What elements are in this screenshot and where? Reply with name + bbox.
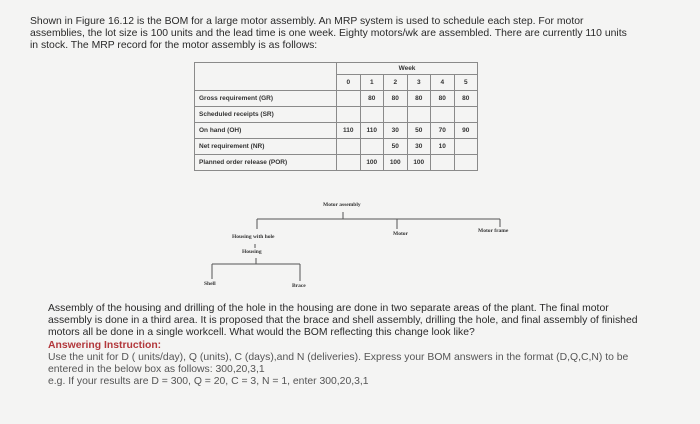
row-label: Scheduled receipts (SR) <box>195 107 337 123</box>
bom-node-brace: Brace <box>292 283 306 289</box>
week-number: 5 <box>454 75 478 91</box>
table-cell: 70 <box>431 123 455 139</box>
week-label: Week <box>337 63 478 75</box>
bom-node-shell: Shell <box>204 281 216 287</box>
table-cell: 90 <box>454 123 478 139</box>
table-cell: 100 <box>384 155 408 171</box>
question-line: motors all be done in a single workcell. What would the BOM reflecting this change look like? <box>48 327 475 339</box>
table-cell: 50 <box>407 123 431 139</box>
week-number: 0 <box>337 75 361 91</box>
question-text <box>48 303 688 388</box>
week-number: 3 <box>407 75 431 91</box>
table-cell: 50 <box>384 139 408 155</box>
bom-node-motor: Motor <box>393 231 408 237</box>
table-cell: 110 <box>337 123 361 139</box>
intro-line: assemblies, the lot size is 100 units and the lead time is one week. Eighty motors/wk are assembled. There are currently 110 units <box>30 28 627 40</box>
instruction-example: e.g. If your results are D = 300, Q = 20, C = 3, N = 1, enter 300,20,3,1 <box>48 376 369 388</box>
table-cell: 110 <box>360 123 384 139</box>
table-cell: 80 <box>407 91 431 107</box>
row-label: On hand (OH) <box>195 123 337 139</box>
instruction-heading: Answering Instruction: <box>48 339 162 351</box>
table-cell: 100 <box>360 155 384 171</box>
instruction-line: entered in the below box as follows: 300,20,3,1 <box>48 364 265 376</box>
week-number: 2 <box>384 75 408 91</box>
row-label: Net requirement (NR) <box>195 139 337 155</box>
week-number: 1 <box>360 75 384 91</box>
table-cell: 80 <box>431 91 455 107</box>
table-cell: 30 <box>384 123 408 139</box>
table-cell: 80 <box>384 91 408 107</box>
table-cell: 100 <box>407 155 431 171</box>
bom-node-housing-with-hole: Housing with hole <box>232 234 275 240</box>
table-cell: 80 <box>454 91 478 107</box>
instruction-line: Use the unit for D ( units/day), Q (units), C (days),and N (deliveries). Express your BOM answers in the format (D,Q,C,N) to be <box>48 351 629 363</box>
intro-line: Shown in Figure 16.12 is the BOM for a large motor assembly. An MRP system is used to schedule each step. For motor <box>30 16 584 27</box>
bom-node-housing: Housing <box>242 249 262 255</box>
bom-node-motor-frame: Motor frame <box>478 228 509 234</box>
question-line: Assembly of the housing and drilling of the hole in the housing are done in two separate areas of the plant. The final motor <box>48 303 609 314</box>
intro-line: in stock. The MRP record for the motor assembly is as follows: <box>30 40 318 52</box>
week-number: 4 <box>431 75 455 91</box>
row-label: Planned order release (POR) <box>195 155 337 171</box>
row-label: Gross requirement (GR) <box>195 91 337 107</box>
table-cell: 10 <box>431 139 455 155</box>
question-line: assembly is done in a third area. It is proposed that the brace and shell assembly, drilling the hole, and final assembly of finished <box>48 315 638 327</box>
table-cell: 80 <box>360 91 384 107</box>
bom-node-motor-assembly: Motor assembly <box>323 202 361 208</box>
table-cell: 30 <box>407 139 431 155</box>
